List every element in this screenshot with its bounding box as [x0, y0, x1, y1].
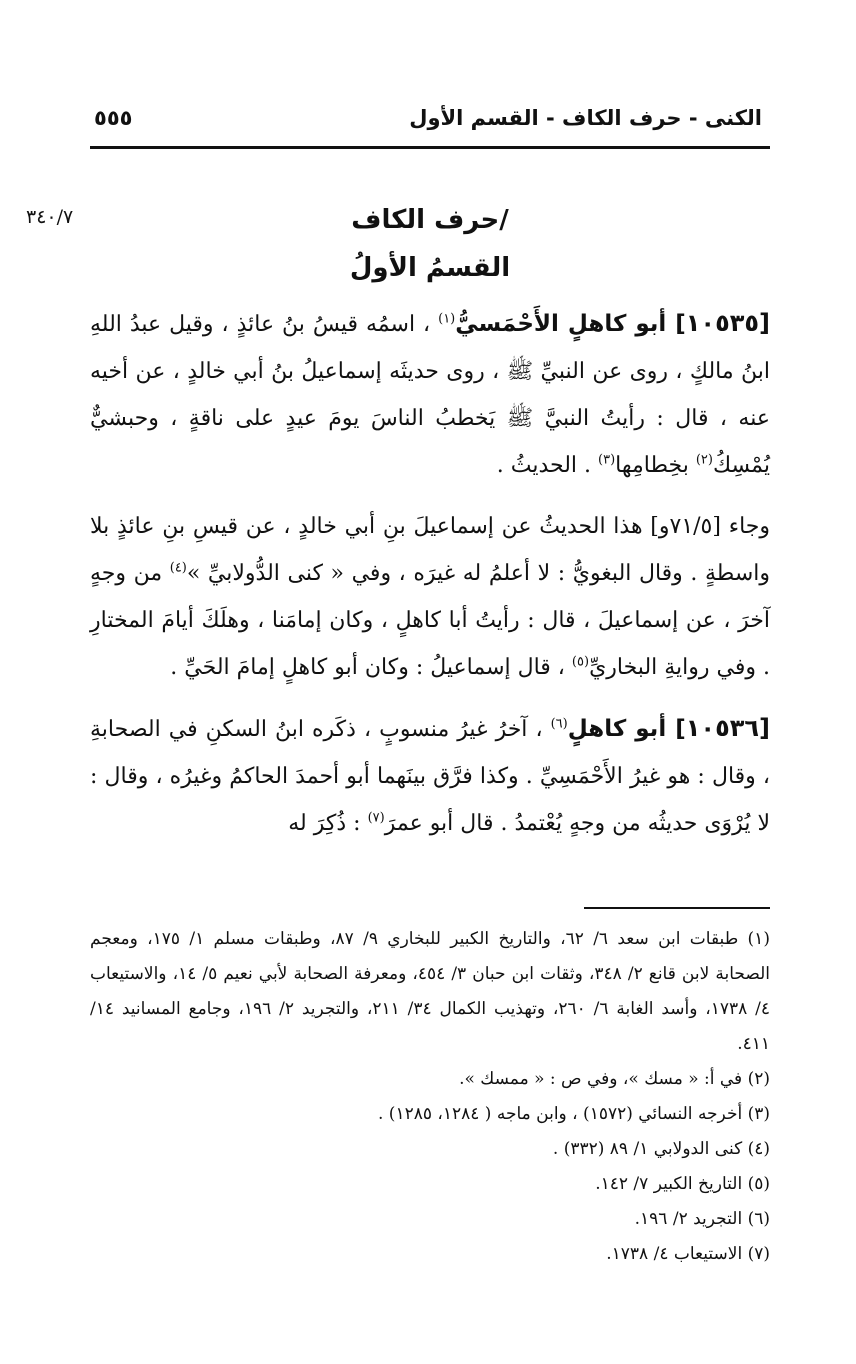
footnotes — [90, 922, 770, 1272]
paragraph-text: وجاء [٧١/٥و] هذا الحديثُ عن إسماعيلَ بنِ أبي خالدٍ ، عن قيسِ بنِ عائذٍ بلا واسطةٍ . وقال البغويُّ : لا أعلمُ له غيرَه ، وفي « كنى الدُّولابيِّ » — [90, 514, 770, 586]
main-text — [90, 300, 770, 861]
footnote-marker: (٤) — [169, 560, 187, 576]
entry-text: : ذُكِرَ له — [288, 811, 361, 836]
entry-text: ، اسمُه قيسُ بنُ عائذٍ ، وقيل عبدُ اللهِ ابنُ مالكٍ ، روى عن النبيِّ ﷺ ، روى حديثَه إسماعيلُ بنُ أبي خالدٍ ، عن أخيه عنه ، قال : رأيتُ النبيَّ ﷺ يَخطبُ الناسَ يومَ عيدٍ على ناقةٍ ، وحبشيٌّ يُمْسِكُ — [90, 312, 770, 478]
footnote-marker: (٣) — [598, 452, 616, 468]
footnote-marker: (٧) — [367, 810, 385, 826]
footnote-4: (٤) كنى الدولابي ١/ ٨٩ (٣٣٢) . — [552, 1139, 770, 1159]
footnote-marker: (١) — [438, 311, 456, 327]
paragraph-text: ، قال إسماعيلُ : وكان أبو كاهلٍ إمامَ الحَيِّ . — [170, 655, 565, 680]
entry-10535 — [90, 300, 770, 489]
footnote-marker: (٥) — [571, 654, 590, 670]
footnote-marker: (٢) — [695, 452, 713, 468]
footnote-6: (٦) التجريد ٢/ ١٩٦. — [634, 1209, 770, 1229]
footnote-2: (٢) في أ: « مسك »، وفي ص : « ممسك ». — [459, 1069, 770, 1089]
footnote-separator — [584, 907, 770, 909]
footnote-3: (٣) أخرجه النسائي (١٥٧٢) ، وابن ماجه ( ١٢٨٤، ١٢٨٥) . — [377, 1104, 770, 1124]
entry-number: [١٠٥٣٥ — [685, 309, 770, 337]
subsection-title: القسمُ الأولُ — [349, 253, 511, 283]
footnote-7: (٧) الاستيعاب ٤/ ١٧٣٨. — [606, 1244, 770, 1264]
entry-text: ، آخرُ غيرُ منسوبٍ ، ذكَره ابنُ السكنِ في الصحابةِ ، وقال : هو غيرُ الأَحْمَسِيِّ . وكذا فرَّق بينَهما أبو أحمدَ الحاكمُ وغيرُه ، وقال : لا يُرْوَى حديثُه من وجهٍ يُعْتمدُ . قال أبو عمرَ — [90, 717, 770, 836]
entry-number: [١٠٥٣٦ — [685, 714, 770, 742]
header-rule — [90, 146, 770, 149]
page-number: ٥٥٥ — [94, 106, 133, 130]
entry-text: . الحديثُ . — [496, 453, 591, 478]
entry-10536 — [90, 705, 770, 847]
margin-reference: ٣٤٠/٧ — [26, 206, 74, 228]
paragraph-transmission — [90, 503, 770, 691]
entry-name: ] أبو كاهلٍ — [567, 716, 686, 742]
footnote-5: (٥) التاريخ الكبير ٧/ ١٤٢. — [595, 1174, 770, 1194]
footnote-marker: (٦) — [550, 716, 568, 732]
section-title: /حرف الكاف — [351, 205, 509, 235]
entry-name: ] أبو كاهلٍ الأَحْمَسيُّ — [455, 311, 686, 337]
header-title: الكنى - حرف الكاف - القسم الأول — [409, 106, 762, 130]
footnote-1: (١) طبقات ابن سعد ٦/ ٦٢، والتاريخ الكبير للبخاري ٩/ ٨٧، وطبقات مسلم ١/ ١٧٥، ومعجم الصحابة لابن قانع ٢/ ٣٤٨، وثقات ابن حبان ٣/ ٤٥٤، ومعرفة الصحابة لأبي نعيم ٥/ ١٤، والاستيعاب ٤/ ١٧٣٨، وأسد الغابة ٦/ ٢٦٠، وتهذيب الكمال ٣٤/ ٢١١، والتجريد ٢/ ١٩٦، وجامع المسانيد ١٤/ ٤١١. — [90, 929, 770, 1054]
entry-text: بخِطامِها — [615, 453, 689, 478]
running-header — [90, 106, 770, 140]
paragraph-text: من وجهٍ آخرَ ، عن إسماعيلَ ، قال : رأيتُ أبا كاهلٍ ، وكان إمامَنا ، وهلَكَ أيامَ المختارِ . وفي روايةِ البخاريِّ — [90, 561, 770, 680]
